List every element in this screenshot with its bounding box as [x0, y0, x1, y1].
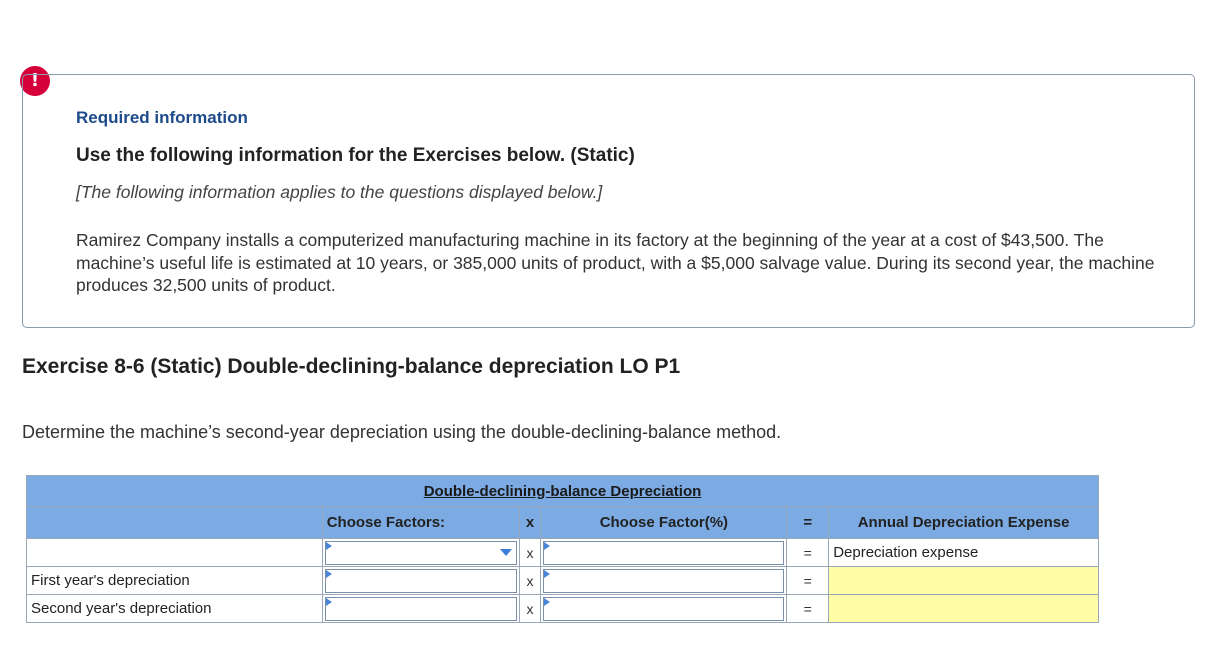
- use-info-heading: Use the following information for the Exercises below. (Static): [76, 145, 635, 166]
- factor-dropdown-cell: [322, 539, 519, 567]
- factor-pct-cell: [541, 595, 787, 623]
- factor-input[interactable]: [325, 597, 517, 621]
- required-info-box: [22, 74, 1195, 328]
- equals-sign: =: [787, 595, 829, 623]
- result-label: Depreciation expense: [829, 539, 1099, 567]
- header-equals: =: [787, 507, 829, 539]
- ddb-depreciation-table: [26, 475, 1099, 623]
- exercise-title: Exercise 8-6 (Static) Double-declining-balance depreciation LO P1: [22, 355, 681, 378]
- row-label: First year's depreciation: [27, 567, 323, 595]
- factor-dropdown[interactable]: [325, 541, 517, 565]
- table-row: [27, 595, 1099, 623]
- factor-input[interactable]: [325, 569, 517, 593]
- factor-pct-input[interactable]: [543, 569, 784, 593]
- second-year-expense-input[interactable]: [829, 595, 1099, 623]
- multiply-sign: x: [519, 539, 541, 567]
- exercise-instruction: Determine the machine’s second-year depreciation using the double-declining-balance method.: [22, 422, 782, 442]
- alert-icon: !: [20, 66, 50, 96]
- equals-sign: =: [787, 567, 829, 595]
- factor-pct-input[interactable]: [543, 597, 784, 621]
- required-info-title: Required information: [76, 108, 248, 127]
- factor-pct-input[interactable]: [543, 541, 784, 565]
- multiply-sign: x: [519, 567, 541, 595]
- header-empty: [27, 507, 323, 539]
- row-label: Second year's depreciation: [27, 595, 323, 623]
- header-choose-factor-pct: Choose Factor(%): [541, 507, 787, 539]
- multiply-sign: x: [519, 595, 541, 623]
- chevron-down-icon: [500, 549, 512, 556]
- header-x: x: [519, 507, 541, 539]
- scenario-text: Ramirez Company installs a computerized manufacturing machine in its factory at the beginning of the year at a cost of $43,500. The machine’s useful life is estimated at 10 years, or 385,000 units of product, with a $5,000 salvage value. During its second year, the machine produces 32,500 units of product.: [76, 230, 1155, 295]
- table-row: [27, 567, 1099, 595]
- header-annual-expense: Annual Depreciation Expense: [829, 507, 1099, 539]
- factor-pct-cell: [541, 567, 787, 595]
- factor-input-cell: [322, 567, 519, 595]
- applies-note: [The following information applies to the questions displayed below.]: [76, 182, 603, 202]
- first-year-expense-input[interactable]: [829, 567, 1099, 595]
- factor-pct-cell: [541, 539, 787, 567]
- row-label: [27, 539, 323, 567]
- table-title: Double-declining-balance Depreciation: [27, 476, 1099, 507]
- header-choose-factors: Choose Factors:: [322, 507, 519, 539]
- table-title-row: [27, 476, 1099, 507]
- equals-sign: =: [787, 539, 829, 567]
- factor-input-cell: [322, 595, 519, 623]
- table-row: [27, 539, 1099, 567]
- table-header-row: [27, 507, 1099, 539]
